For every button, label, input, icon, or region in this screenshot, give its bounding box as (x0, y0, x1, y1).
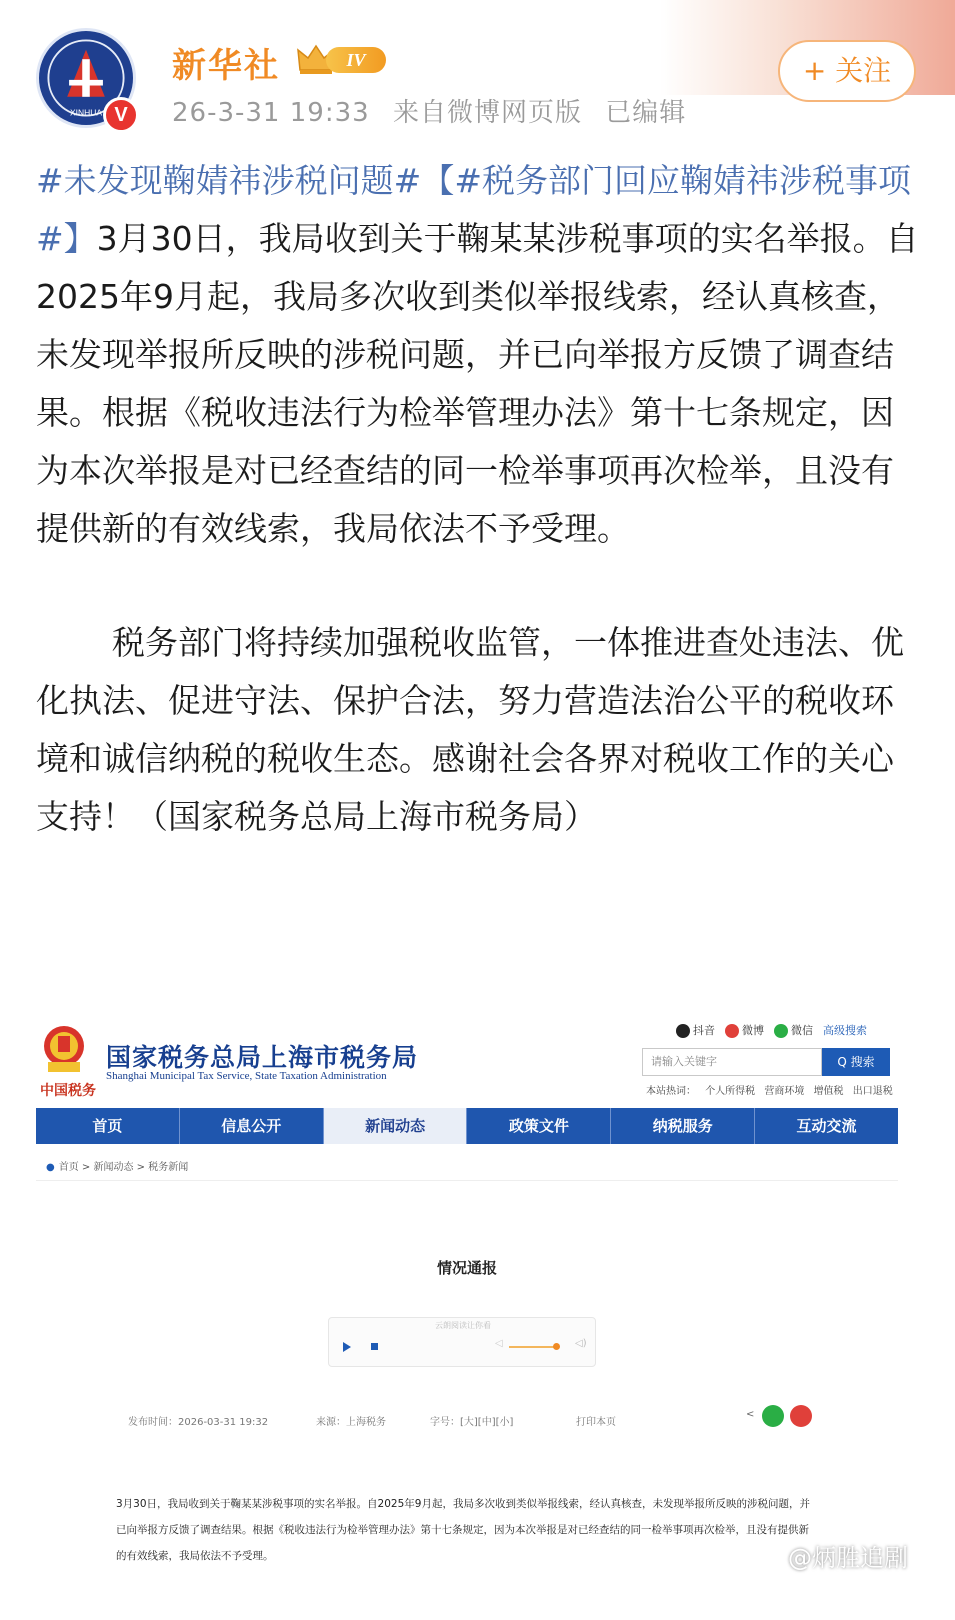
audio-player (328, 1317, 596, 1367)
nav-item-active: 新闻动态 (324, 1108, 468, 1144)
search-button: Q 搜索 (822, 1048, 890, 1076)
search-input: 请输入关键字 (642, 1048, 822, 1076)
post-paragraph-text: 3月30日，我局收到关于鞠某某涉税事项的实名举报。自2025年9月起，我局多次收到类似举报线索，经认真核查，未发现举报所反映的涉税问题，并已向举报方反馈了调查结果。根据《税收违法行为检举管理办法》第十七条规定，因为本次举报是对已经查结的同一检举事项再次检举，且没有提供新的有效线索，我局依法不予受理。 (36, 219, 919, 548)
author-name[interactable]: 新华社 (172, 46, 280, 86)
social-douyin: 抖音 (676, 1022, 715, 1038)
weibo-share-icon (790, 1405, 812, 1427)
watermark: @炳胜追剧 (788, 1544, 908, 1572)
breadcrumb: ● 首页 > 新闻动态 > 税务新闻 (46, 1162, 189, 1173)
nav-item: 纳税服务 (611, 1108, 755, 1144)
article-body: 3月30日，我局收到关于鞠某某涉税事项的实名举报。自2025年9月起，我局多次收到类似举报线索，经认真核查，未发现举报所反映的涉税问题，并已向举报方反馈了调查结果。根据《税收违法行为检举管理办法》第十七条规定，因为本次举报是对已经查结的同一检举事项再次检举，且没有提供新的有效线索，我局依法不予受理。 (116, 1498, 810, 1562)
hot-word: 出口退税 (852, 1086, 893, 1097)
weibo-icon (725, 1024, 739, 1038)
hot-words: 本站热词： 个人所得税 营商环境 增值税 出口退税 (646, 1086, 893, 1097)
post-meta (172, 92, 700, 129)
tax-emblem-icon (38, 1022, 90, 1080)
social-links (676, 1022, 867, 1038)
play-icon (343, 1342, 351, 1352)
hot-word: 个人所得税 (705, 1086, 756, 1097)
hashtag-link[interactable]: #未发现鞠婧祎涉税问题# (36, 161, 422, 200)
site-nav (36, 1108, 898, 1144)
post-edited-label[interactable]: 已编辑 (605, 98, 687, 128)
nav-item: 首页 (36, 1108, 180, 1144)
social-weibo: 微博 (725, 1022, 764, 1038)
wechat-icon (774, 1024, 788, 1038)
hashtag-link[interactable]: 【#税务部门回应鞠婧祎涉税事项#】 (36, 161, 911, 258)
nav-item: 政策文件 (467, 1108, 611, 1144)
nav-item: 信息公开 (180, 1108, 324, 1144)
volume-icon: ◁) (575, 1338, 587, 1349)
volume-knob (553, 1343, 560, 1350)
vip-badge[interactable] (296, 42, 392, 76)
vip-level: IV (326, 47, 386, 73)
print-link: 打印本页 (576, 1417, 616, 1428)
stop-icon (371, 1343, 378, 1350)
svg-text:XINHUA: XINHUA (70, 107, 102, 118)
douyin-icon (676, 1024, 690, 1038)
player-placeholder: 云朗阅读让你看 (435, 1321, 491, 1330)
article-title: 情况通报 (436, 1259, 497, 1277)
hot-word: 增值税 (813, 1086, 844, 1097)
post-timestamp[interactable]: 26-3-31 19:33 (172, 98, 370, 128)
verified-badge-icon: V (103, 97, 139, 133)
share-icon: < (746, 1409, 755, 1420)
font-size-control: 字号：[大][中][小] (430, 1417, 514, 1428)
attached-image[interactable] (36, 1010, 921, 1620)
post-paragraph-2: 税务部门将持续加强税收监管，一体推进查处违法、优化执法、促进守法、保护合法，努力营造法治公平的税收环境和诚信纳税的税收生态。感谢社会各界对税收工作的关心支持！（国家税务总局上海市税务局） (36, 623, 904, 836)
article-panel (36, 1180, 898, 1620)
volume-track (509, 1346, 555, 1348)
post-header (0, 0, 955, 140)
wechat-share-icon (762, 1405, 784, 1427)
nav-item: 互动交流 (796, 1117, 857, 1135)
follow-button[interactable]: + 关注 (778, 40, 916, 102)
social-wechat: 微信 (774, 1022, 813, 1038)
article-source: 来源：上海税务 (316, 1417, 386, 1428)
post-paragraph-1 (36, 152, 921, 558)
site-english-title: Shanghai Municipal Tax Service, State Taxation Administration (106, 1070, 387, 1082)
site-logo-subtitle: 中国税务 (40, 1083, 96, 1099)
publish-time: 发布时间：2026-03-31 19:32 (128, 1417, 269, 1428)
advanced-search-link: 高级搜索 (823, 1024, 867, 1037)
mute-icon: ◁ (495, 1338, 503, 1349)
post-source: 来自微博网页版 (392, 98, 582, 128)
location-pin-icon: ● (46, 1162, 55, 1173)
post-content (36, 152, 921, 846)
hot-word: 营商环境 (764, 1086, 805, 1097)
site-title: 国家税务总局上海市税务局 (106, 1043, 419, 1072)
